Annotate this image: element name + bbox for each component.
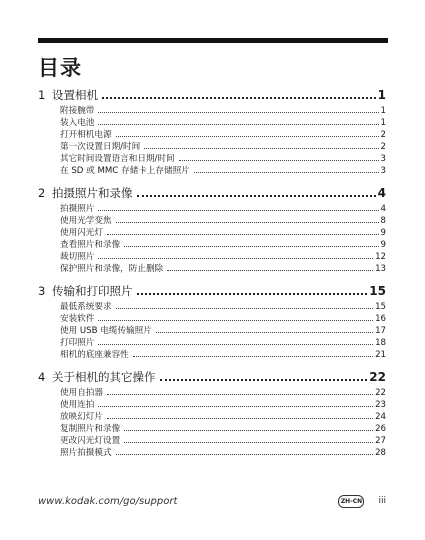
entry-page: 4 xyxy=(380,204,386,214)
entry-page: 1 xyxy=(380,118,386,128)
dot-leader xyxy=(116,136,379,137)
toc-entry[interactable] xyxy=(38,238,386,250)
dot-leader xyxy=(107,418,373,419)
chapter-1 xyxy=(38,87,386,176)
toc-entry[interactable] xyxy=(38,324,386,336)
chapter-number: 3 xyxy=(38,284,46,298)
entry-title: 照片拍摄模式 xyxy=(60,448,112,458)
chapter-heading[interactable] xyxy=(38,369,386,386)
entry-page: 8 xyxy=(380,216,386,226)
dot-leader xyxy=(98,320,373,321)
dot-leader xyxy=(98,344,373,345)
entry-page: 1 xyxy=(380,106,386,116)
chapter-heading[interactable] xyxy=(38,87,386,104)
chapter-page: 15 xyxy=(369,284,386,298)
toc-entry[interactable] xyxy=(38,410,386,422)
dot-leader xyxy=(116,222,379,223)
entry-page: 9 xyxy=(380,240,386,250)
chapter-2 xyxy=(38,185,386,274)
entry-page: 21 xyxy=(375,350,386,360)
entry-title: 最低系统要求 xyxy=(60,302,112,312)
toc-entry[interactable] xyxy=(38,434,386,446)
chapter-number: 1 xyxy=(38,88,46,102)
entry-page: 12 xyxy=(375,252,386,262)
dot-leader xyxy=(194,172,379,173)
entry-page: 15 xyxy=(375,302,386,312)
toc-entry[interactable] xyxy=(38,312,386,324)
dot-leader xyxy=(98,124,378,125)
entry-page: 16 xyxy=(375,314,386,324)
chapter-title: 拍摄照片和录像 xyxy=(52,186,133,200)
dot-leader xyxy=(102,97,376,99)
language-badge: ZH-CN xyxy=(338,495,364,508)
entry-title: 放映幻灯片 xyxy=(60,412,103,422)
entry-title: 使用光学变焦 xyxy=(60,216,112,226)
dot-leader xyxy=(107,234,379,235)
toc-entry[interactable] xyxy=(38,164,386,176)
entry-title: 使用连拍 xyxy=(60,400,95,410)
toc-entry[interactable] xyxy=(38,202,386,214)
entry-title: 使用 USB 电缆传输照片 xyxy=(60,326,152,336)
entry-title: 其它时间设置语言和日期/时间 xyxy=(60,154,175,164)
chapter-title: 设置相机 xyxy=(52,88,98,102)
chapter-heading[interactable] xyxy=(38,185,386,202)
dot-leader xyxy=(156,332,373,333)
dot-leader xyxy=(98,258,373,259)
toc-entry[interactable] xyxy=(38,128,386,140)
entry-title: 打印照片 xyxy=(60,338,95,348)
chapter-title: 传输和打印照片 xyxy=(52,284,133,298)
toc-entry[interactable] xyxy=(38,214,386,226)
dot-leader xyxy=(133,356,373,357)
chapter-page: 22 xyxy=(369,370,386,384)
toc-entry[interactable] xyxy=(38,300,386,312)
entry-title: 裁切照片 xyxy=(60,252,95,262)
dot-leader xyxy=(124,246,378,247)
toc-entry[interactable] xyxy=(38,104,386,116)
dot-leader xyxy=(116,454,373,455)
toc-entry[interactable] xyxy=(38,386,386,398)
entry-title: 附接腕带 xyxy=(60,106,95,116)
support-url-link[interactable]: www.kodak.com/go/support xyxy=(38,495,178,507)
entry-page: 2 xyxy=(380,130,386,140)
dot-leader xyxy=(137,293,368,295)
entry-page: 3 xyxy=(380,166,386,176)
entry-page: 24 xyxy=(375,412,386,422)
entry-title: 使用自拍器 xyxy=(60,388,103,398)
chapter-number: 4 xyxy=(38,370,46,384)
entry-page: 3 xyxy=(380,154,386,164)
entry-page: 9 xyxy=(380,228,386,238)
entry-title: 拍摄照片 xyxy=(60,204,95,214)
entry-page: 26 xyxy=(375,424,386,434)
dot-leader xyxy=(98,112,378,113)
entry-title: 打开相机电源 xyxy=(60,130,112,140)
dot-leader xyxy=(179,160,379,161)
entry-page: 23 xyxy=(375,400,386,410)
entry-title: 在 SD 或 MMC 存储卡上存储照片 xyxy=(60,166,190,176)
chapter-number: 2 xyxy=(38,186,46,200)
toc-entry[interactable] xyxy=(38,398,386,410)
entry-page: 2 xyxy=(380,142,386,152)
toc-entry[interactable] xyxy=(38,348,386,360)
toc-entry[interactable] xyxy=(38,226,386,238)
top-rule xyxy=(38,38,388,43)
dot-leader xyxy=(98,406,373,407)
toc-entry[interactable] xyxy=(38,116,386,128)
entry-title: 相机的底座兼容性 xyxy=(60,350,129,360)
page-title: 目录 xyxy=(38,56,82,80)
chapter-page: 1 xyxy=(377,88,386,102)
chapter-4 xyxy=(38,369,386,458)
dot-leader xyxy=(124,430,373,431)
dot-leader xyxy=(144,148,378,149)
entry-title: 第一次设置日期/时间 xyxy=(60,142,141,152)
toc-entry[interactable] xyxy=(38,152,386,164)
entry-page: 27 xyxy=(375,436,386,446)
chapter-page: 4 xyxy=(377,186,386,200)
entry-page: 13 xyxy=(375,264,386,274)
dot-leader xyxy=(116,308,373,309)
page-footer xyxy=(38,494,386,508)
chapter-title: 关于相机的其它操作 xyxy=(52,370,156,384)
chapter-3 xyxy=(38,283,386,360)
entry-title: 查看照片和录像 xyxy=(60,240,121,250)
entry-title: 更改闪光灯设置 xyxy=(60,436,121,446)
entry-page: 17 xyxy=(375,326,386,336)
dot-leader xyxy=(98,210,378,211)
entry-title: 保护照片和录像，防止删除 xyxy=(60,264,164,274)
entry-title: 使用闪光灯 xyxy=(60,228,103,238)
toc-entry[interactable] xyxy=(38,446,386,458)
toc-entry[interactable] xyxy=(38,422,386,434)
page-number: iii xyxy=(378,496,386,506)
toc-entry[interactable] xyxy=(38,250,386,262)
entry-page: 22 xyxy=(375,388,386,398)
table-of-contents xyxy=(38,87,386,467)
entry-title: 装入电池 xyxy=(60,118,95,128)
dot-leader xyxy=(124,442,373,443)
entry-page: 28 xyxy=(375,448,386,458)
toc-entry[interactable] xyxy=(38,140,386,152)
dot-leader xyxy=(167,270,373,271)
toc-entry[interactable] xyxy=(38,262,386,274)
dot-leader xyxy=(160,379,368,381)
entry-title: 安装软件 xyxy=(60,314,95,324)
toc-entry[interactable] xyxy=(38,336,386,348)
dot-leader xyxy=(107,394,373,395)
dot-leader xyxy=(137,195,376,197)
chapter-heading[interactable] xyxy=(38,283,386,300)
entry-title: 复制照片和录像 xyxy=(60,424,121,434)
entry-page: 18 xyxy=(375,338,386,348)
